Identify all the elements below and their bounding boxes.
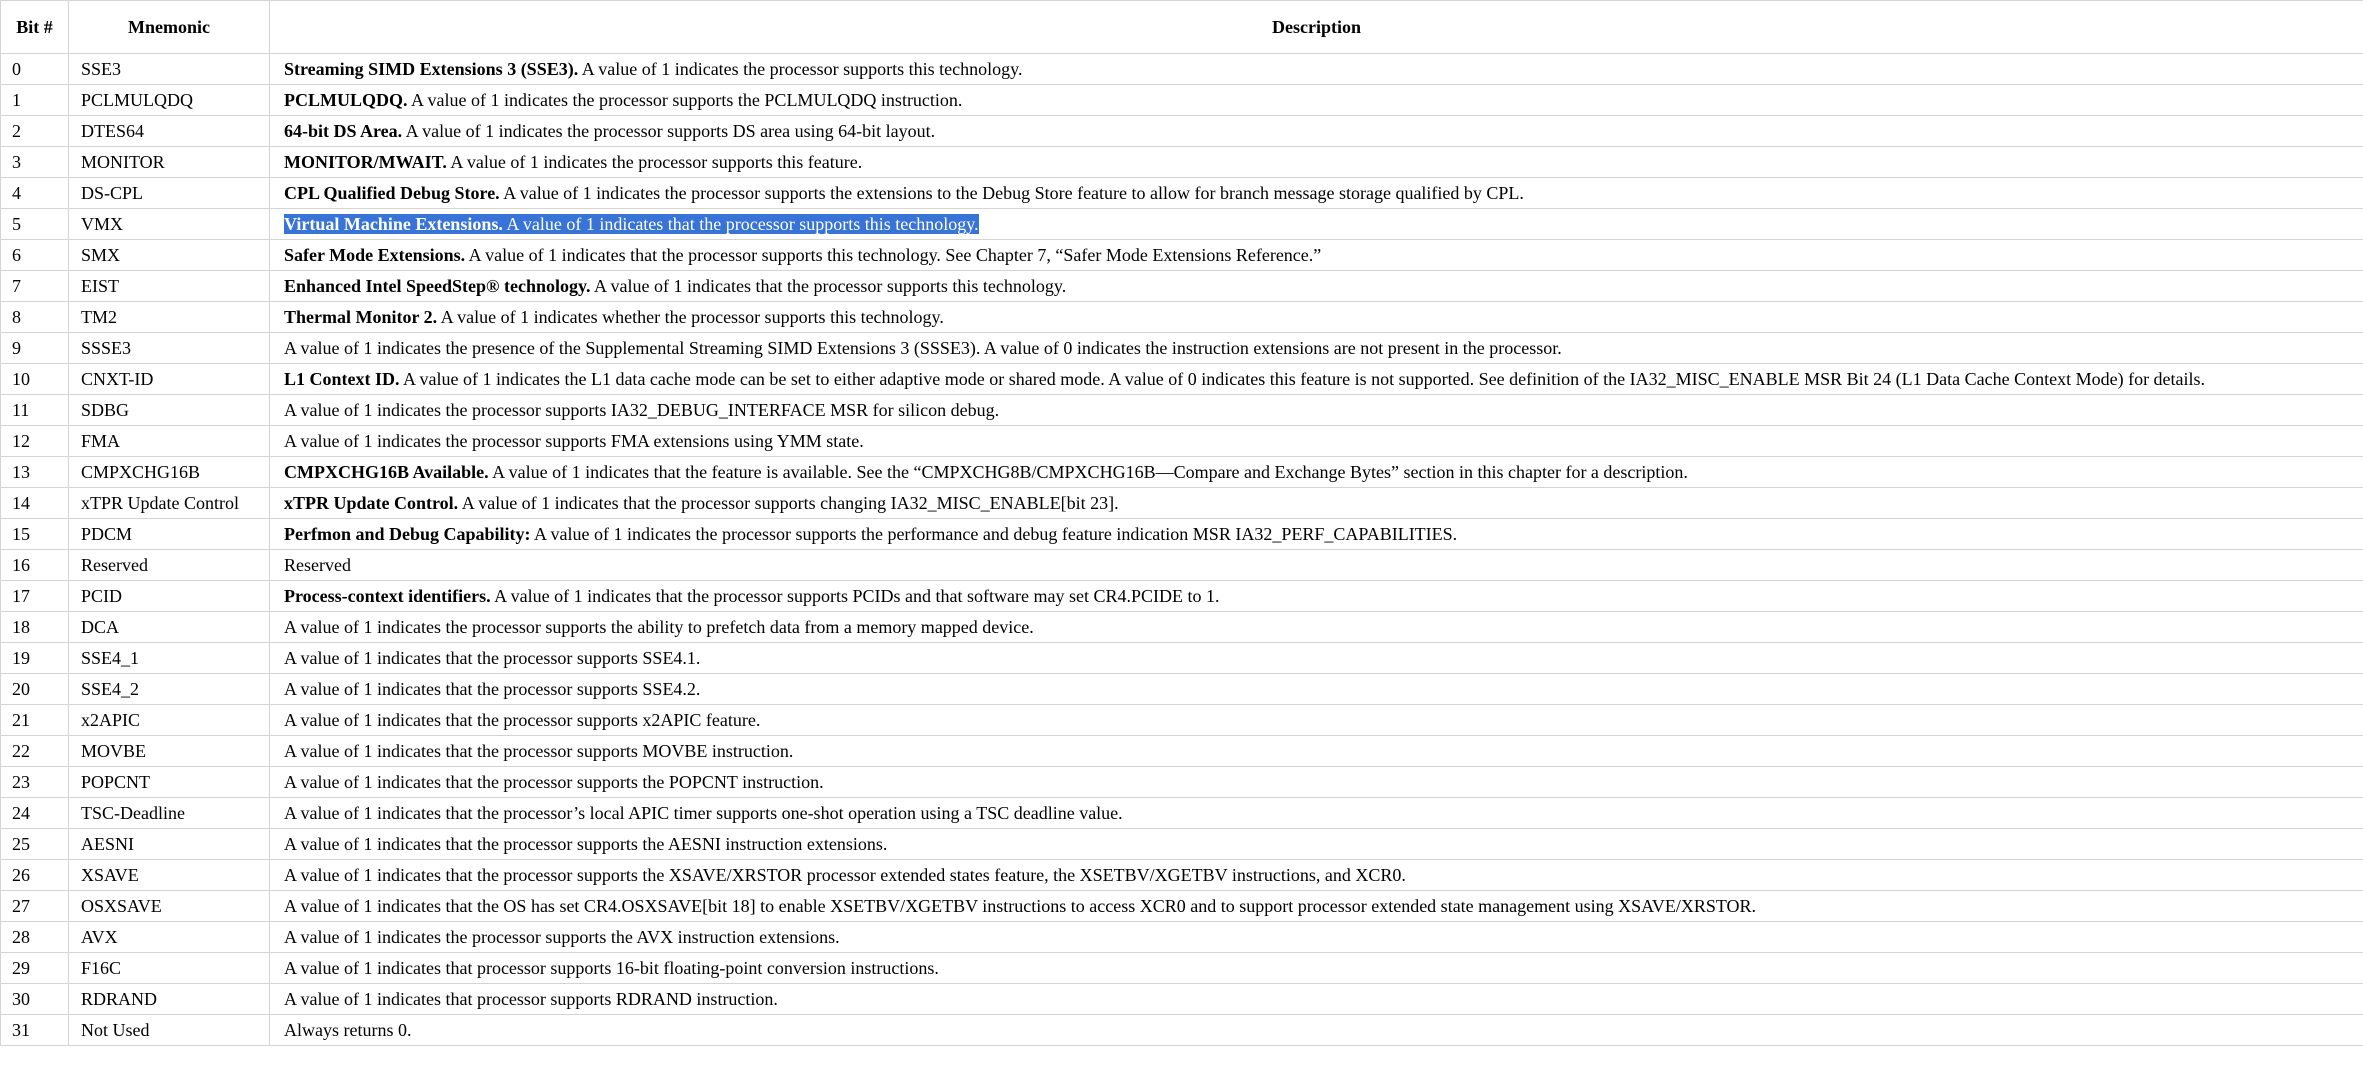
table-row (1, 519, 2363, 550)
bit-number-cell: 30 (1, 984, 69, 1015)
description-cell (270, 860, 2363, 891)
feature-description: A value of 1 indicates the processor supports the performance and debug feature indication MSR IA32_PERF_CAPABILITIES. (530, 524, 1458, 544)
mnemonic-cell: CMPXCHG16B (69, 457, 270, 488)
bit-number-cell: 24 (1, 798, 69, 829)
feature-title: Thermal Monitor 2. (284, 307, 438, 327)
table-row (1, 550, 2363, 581)
feature-description: A value of 1 indicates the processor supports DS area using 64-bit layout. (402, 121, 936, 141)
description-cell (270, 922, 2363, 953)
description-text (284, 152, 862, 172)
bit-number-cell: 13 (1, 457, 69, 488)
table-header (1, 1, 2363, 54)
description-cell (270, 209, 2363, 240)
feature-description: A value of 1 indicates that the processor’s local APIC timer supports one-shot operation using a TSC deadline value. (284, 803, 1123, 823)
feature-description: A value of 1 indicates the processor supports the AVX instruction extensions. (284, 927, 840, 947)
table-row (1, 860, 2363, 891)
bit-number-cell: 2 (1, 116, 69, 147)
bit-number-cell: 27 (1, 891, 69, 922)
description-text (284, 493, 1119, 513)
description-text (284, 431, 864, 451)
bit-number-cell: 31 (1, 1015, 69, 1046)
description-text (284, 245, 1321, 265)
table-row (1, 922, 2363, 953)
description-text (284, 338, 1562, 358)
description-text (284, 834, 887, 854)
bit-number-cell: 22 (1, 736, 69, 767)
table-row (1, 953, 2363, 984)
feature-title: 64-bit DS Area. (284, 121, 403, 141)
description-cell (270, 116, 2363, 147)
feature-title: Safer Mode Extensions. (284, 245, 466, 265)
feature-description: A value of 1 indicates that the processor supports the XSAVE/XRSTOR processor extended states feature, the XSETBV/XGETBV instructions, and XCR0. (284, 865, 1406, 885)
bit-number-cell: 11 (1, 395, 69, 426)
description-text (284, 462, 1688, 482)
bit-number-cell: 4 (1, 178, 69, 209)
feature-description: A value of 1 indicates whether the processor supports this technology. (437, 307, 944, 327)
feature-description: A value of 1 indicates that the processor supports this technology. (502, 214, 979, 234)
table-row (1, 488, 2363, 519)
feature-title: CMPXCHG16B Available. (284, 462, 489, 482)
table-row (1, 581, 2363, 612)
description-text (284, 772, 824, 792)
bit-number-cell: 26 (1, 860, 69, 891)
description-column-header: Description (270, 1, 2363, 54)
mnemonic-column-header: Mnemonic (69, 1, 270, 54)
description-text (284, 989, 778, 1009)
description-cell (270, 798, 2363, 829)
table-row (1, 178, 2363, 209)
description-cell (270, 891, 2363, 922)
description-text (284, 617, 1034, 637)
mnemonic-cell: CNXT-ID (69, 364, 270, 395)
mnemonic-cell: x2APIC (69, 705, 270, 736)
table-row (1, 147, 2363, 178)
feature-description: A value of 1 indicates the processor supports this technology. (578, 59, 1023, 79)
table-row (1, 612, 2363, 643)
feature-description: A value of 1 indicates that processor supports RDRAND instruction. (284, 989, 778, 1009)
table-row (1, 891, 2363, 922)
description-cell (270, 488, 2363, 519)
description-cell (270, 643, 2363, 674)
mnemonic-cell: PCLMULQDQ (69, 85, 270, 116)
description-cell (270, 519, 2363, 550)
table-row (1, 85, 2363, 116)
feature-description: A value of 1 indicates the processor supports IA32_DEBUG_INTERFACE MSR for silicon debug. (284, 400, 1000, 420)
description-text (284, 1020, 411, 1040)
description-cell (270, 85, 2363, 116)
mnemonic-cell: xTPR Update Control (69, 488, 270, 519)
description-text (284, 648, 700, 668)
bit-number-cell: 25 (1, 829, 69, 860)
description-text (284, 183, 1524, 203)
feature-description: A value of 1 indicates the processor supports the ability to prefetch data from a memory mapped device. (284, 617, 1034, 637)
table-row (1, 271, 2363, 302)
table-row (1, 209, 2363, 240)
feature-title: Streaming SIMD Extensions 3 (SSE3). (284, 59, 579, 79)
mnemonic-cell: XSAVE (69, 860, 270, 891)
feature-description: A value of 1 indicates the processor supports the PCLMULQDQ instruction. (407, 90, 963, 110)
description-text (284, 586, 1220, 606)
mnemonic-cell: F16C (69, 953, 270, 984)
feature-description: A value of 1 indicates that the processor supports x2APIC feature. (284, 710, 761, 730)
table-row (1, 1015, 2363, 1046)
table-row (1, 395, 2363, 426)
mnemonic-cell: MOVBE (69, 736, 270, 767)
table-row (1, 829, 2363, 860)
bit-number-cell: 3 (1, 147, 69, 178)
table-row (1, 364, 2363, 395)
bit-number-cell: 23 (1, 767, 69, 798)
feature-description: Always returns 0. (284, 1020, 412, 1040)
bit-number-cell: 1 (1, 85, 69, 116)
description-text (284, 710, 760, 730)
bit-number-cell: 15 (1, 519, 69, 550)
bit-number-cell: 8 (1, 302, 69, 333)
mnemonic-cell: VMX (69, 209, 270, 240)
mnemonic-cell: TSC-Deadline (69, 798, 270, 829)
table-row (1, 333, 2363, 364)
feature-description: A value of 1 indicates the presence of the Supplemental Streaming SIMD Extensions 3 (SSSE3). A value of 0 indicates the instruction extensions are not present in the processor. (284, 338, 1562, 358)
description-text (284, 307, 944, 327)
description-text (284, 865, 1406, 885)
description-cell (270, 54, 2363, 85)
mnemonic-cell: FMA (69, 426, 270, 457)
description-cell (270, 395, 2363, 426)
description-cell (270, 271, 2363, 302)
bit-number-cell: 10 (1, 364, 69, 395)
feature-description: Reserved (284, 555, 351, 575)
description-text (284, 524, 1457, 544)
feature-description: A value of 1 indicates that the processor supports SSE4.1. (284, 648, 701, 668)
table-row (1, 643, 2363, 674)
mnemonic-cell: EIST (69, 271, 270, 302)
bit-number-cell: 16 (1, 550, 69, 581)
description-cell (270, 705, 2363, 736)
feature-description: A value of 1 indicates the L1 data cache mode can be set to either adaptive mode or shared mode. A value of 0 indicates this feature is not supported. See definition of the IA32_MISC_ENABLE MSR Bit 24 (L1 Data Cache Context Mode) for details. (399, 369, 2206, 389)
selected-text (284, 214, 979, 234)
feature-description: A value of 1 indicates that the processor supports changing IA32_MISC_ENABLE[bit 23]. (458, 493, 1119, 513)
table-row (1, 705, 2363, 736)
bit-number-cell: 19 (1, 643, 69, 674)
table-row (1, 767, 2363, 798)
mnemonic-cell: SSE4_2 (69, 674, 270, 705)
feature-description: A value of 1 indicates that the processor supports the POPCNT instruction. (284, 772, 824, 792)
description-cell (270, 364, 2363, 395)
table-row (1, 798, 2363, 829)
mnemonic-cell: SDBG (69, 395, 270, 426)
mnemonic-cell: MONITOR (69, 147, 270, 178)
description-text (284, 741, 793, 761)
feature-title: Perfmon and Debug Capability: (284, 524, 531, 544)
description-text (284, 400, 999, 420)
mnemonic-cell: POPCNT (69, 767, 270, 798)
description-text (284, 121, 935, 141)
bit-number-cell: 7 (1, 271, 69, 302)
description-cell (270, 1015, 2363, 1046)
description-cell (270, 147, 2363, 178)
feature-description: A value of 1 indicates that the OS has set CR4.OSXSAVE[bit 18] to enable XSETBV/XGETBV instructions to access XCR0 and to support processor extended state management using XSAVE/XRSTOR. (284, 896, 1757, 916)
feature-description: A value of 1 indicates that the processor supports PCIDs and that software may set CR4.PCIDE to 1. (490, 586, 1220, 606)
description-text (284, 679, 700, 699)
description-text (284, 803, 1123, 823)
description-cell (270, 984, 2363, 1015)
bit-number-cell: 29 (1, 953, 69, 984)
description-cell (270, 178, 2363, 209)
mnemonic-cell: PCID (69, 581, 270, 612)
description-text (284, 896, 1756, 916)
mnemonic-cell: DCA (69, 612, 270, 643)
bit-number-cell: 21 (1, 705, 69, 736)
table-row (1, 457, 2363, 488)
mnemonic-cell: Reserved (69, 550, 270, 581)
feature-title: xTPR Update Control. (284, 493, 459, 513)
feature-title: Virtual Machine Extensions. (284, 214, 503, 234)
feature-title: MONITOR/MWAIT. (284, 152, 447, 172)
mnemonic-cell: DS-CPL (69, 178, 270, 209)
description-cell (270, 240, 2363, 271)
description-text (284, 276, 1066, 296)
bit-number-cell: 18 (1, 612, 69, 643)
feature-title: L1 Context ID. (284, 369, 400, 389)
description-text (284, 59, 1022, 79)
mnemonic-cell: SSSE3 (69, 333, 270, 364)
mnemonic-cell: RDRAND (69, 984, 270, 1015)
table-row (1, 736, 2363, 767)
feature-title: CPL Qualified Debug Store. (284, 183, 500, 203)
description-cell (270, 674, 2363, 705)
bit-number-cell: 5 (1, 209, 69, 240)
mnemonic-cell: AVX (69, 922, 270, 953)
feature-description: A value of 1 indicates that the processor supports SSE4.2. (284, 679, 701, 699)
table-body (1, 54, 2363, 1046)
feature-title: Process-context identifiers. (284, 586, 491, 606)
table-row (1, 240, 2363, 271)
mnemonic-cell: TM2 (69, 302, 270, 333)
description-cell (270, 333, 2363, 364)
mnemonic-cell: OSXSAVE (69, 891, 270, 922)
description-text (284, 90, 962, 110)
description-cell (270, 457, 2363, 488)
feature-description: A value of 1 indicates that the feature is available. See the “CMPXCHG8B/CMPXCHG16B—Compare and Exchange Bytes” section in this chapter for a description. (488, 462, 1688, 482)
mnemonic-cell: Not Used (69, 1015, 270, 1046)
description-text (284, 369, 2205, 389)
table-row (1, 54, 2363, 85)
description-text (284, 555, 351, 575)
description-cell (270, 426, 2363, 457)
mnemonic-cell: AESNI (69, 829, 270, 860)
bit-number-cell: 28 (1, 922, 69, 953)
description-cell (270, 829, 2363, 860)
feature-description: A value of 1 indicates the processor supports FMA extensions using YMM state. (284, 431, 864, 451)
mnemonic-cell: PDCM (69, 519, 270, 550)
description-cell (270, 612, 2363, 643)
feature-description: A value of 1 indicates that the processor supports the AESNI instruction extensions. (284, 834, 888, 854)
feature-title: Enhanced Intel SpeedStep® technology. (284, 276, 591, 296)
table-row (1, 302, 2363, 333)
bit-column-header: Bit # (1, 1, 69, 54)
description-text (284, 927, 840, 947)
feature-description: A value of 1 indicates that the processor supports MOVBE instruction. (284, 741, 794, 761)
description-cell (270, 581, 2363, 612)
header-row (1, 1, 2363, 54)
bit-number-cell: 0 (1, 54, 69, 85)
mnemonic-cell: DTES64 (69, 116, 270, 147)
feature-description: A value of 1 indicates that the processor supports this technology. (590, 276, 1067, 296)
bit-number-cell: 20 (1, 674, 69, 705)
description-cell (270, 953, 2363, 984)
feature-description: A value of 1 indicates the processor supports the extensions to the Debug Store feature to allow for branch message storage qualified by CPL. (499, 183, 1524, 203)
table-row (1, 116, 2363, 147)
feature-description: A value of 1 indicates that the processor supports this technology. See Chapter 7, “Safer Mode Extensions Reference.” (465, 245, 1322, 265)
mnemonic-cell: SMX (69, 240, 270, 271)
feature-description: A value of 1 indicates that processor supports 16-bit floating-point conversion instructions. (284, 958, 939, 978)
description-cell (270, 736, 2363, 767)
bit-number-cell: 14 (1, 488, 69, 519)
bit-number-cell: 9 (1, 333, 69, 364)
bit-number-cell: 17 (1, 581, 69, 612)
feature-description: A value of 1 indicates the processor supports this feature. (446, 152, 863, 172)
feature-title: PCLMULQDQ. (284, 90, 408, 110)
description-cell (270, 767, 2363, 798)
bit-number-cell: 6 (1, 240, 69, 271)
bit-number-cell: 12 (1, 426, 69, 457)
table-row (1, 984, 2363, 1015)
mnemonic-cell: SSE4_1 (69, 643, 270, 674)
table-row (1, 426, 2363, 457)
description-cell (270, 550, 2363, 581)
description-text (284, 958, 939, 978)
mnemonic-cell: SSE3 (69, 54, 270, 85)
description-cell (270, 302, 2363, 333)
table-row (1, 674, 2363, 705)
